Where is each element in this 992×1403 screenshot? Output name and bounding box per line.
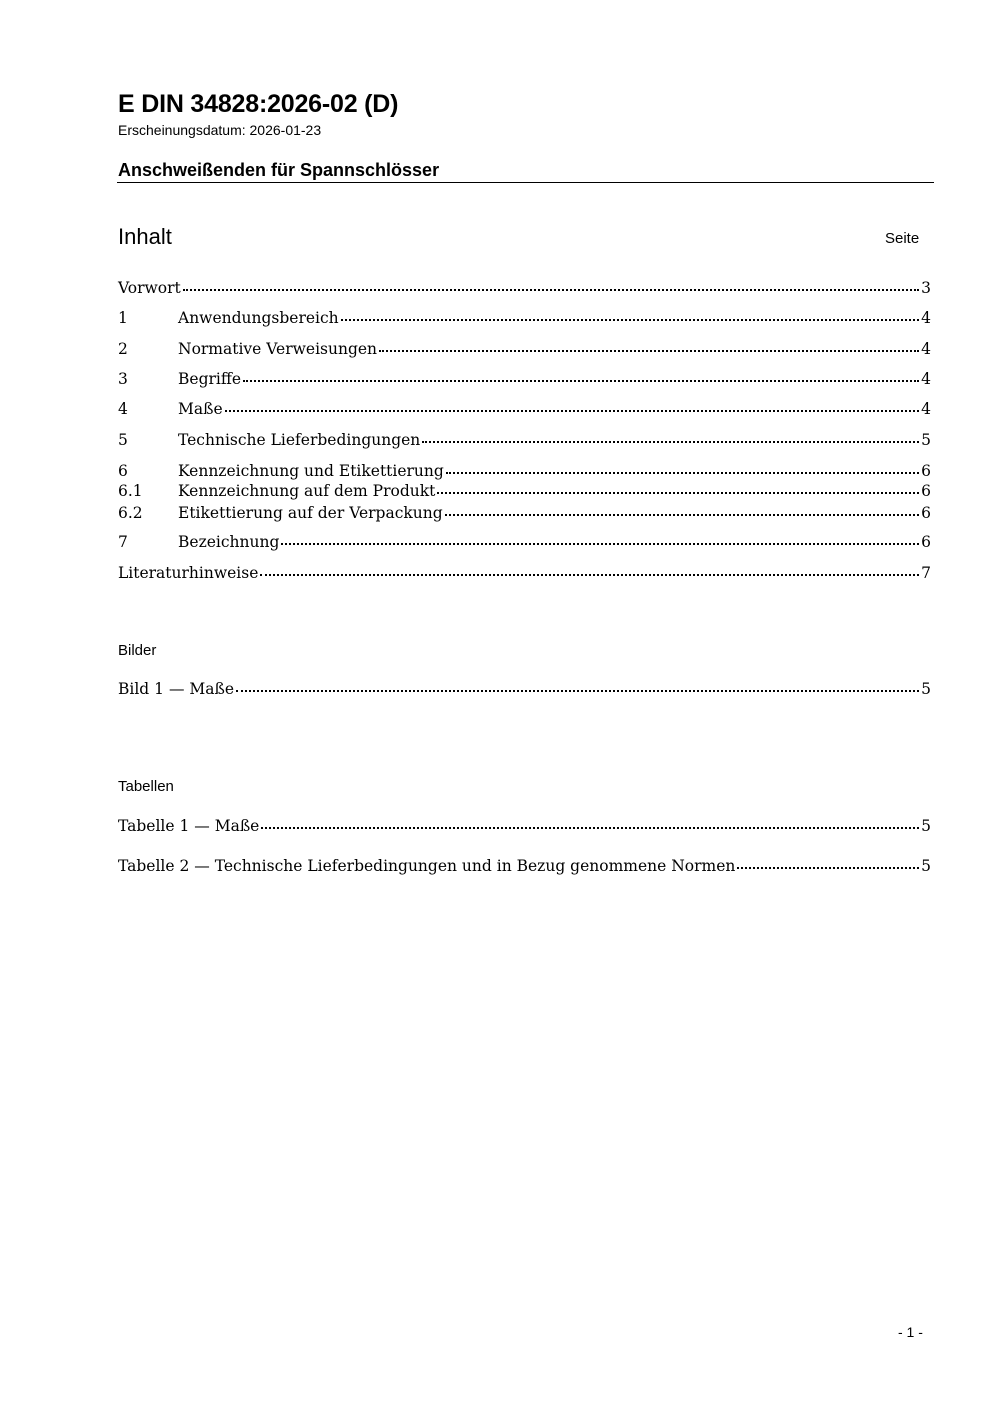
toc-entry-number: 7 bbox=[118, 533, 128, 551]
toc-entry-6[interactable] bbox=[118, 462, 931, 484]
toc-entry-literaturhinweise[interactable] bbox=[118, 564, 931, 586]
toc-entry-title: Bezeichnung bbox=[178, 533, 280, 551]
toc-heading: Inhalt bbox=[118, 224, 172, 249]
dot-leader bbox=[446, 471, 919, 474]
toc-entry-title: Maße bbox=[178, 400, 223, 418]
toc-entry-title: Begriffe bbox=[178, 370, 242, 388]
toc-entry-number: 6 bbox=[118, 462, 128, 480]
table-entry-2[interactable] bbox=[118, 857, 931, 879]
toc-entry-number: 5 bbox=[118, 431, 128, 449]
dot-leader bbox=[225, 409, 919, 412]
dot-leader bbox=[445, 513, 919, 516]
toc-entry-page: 6 bbox=[921, 533, 931, 551]
title-rule bbox=[117, 182, 934, 183]
page-number: - 1 - bbox=[898, 1324, 923, 1340]
page-column-label: Seite bbox=[885, 230, 920, 247]
toc-entry-page: 4 bbox=[921, 400, 931, 418]
toc-entry-title: Kennzeichnung und Etikettierung bbox=[178, 462, 444, 480]
toc-entry-3[interactable] bbox=[118, 370, 931, 392]
toc-entry-6-1[interactable] bbox=[118, 482, 931, 504]
dot-leader bbox=[422, 440, 919, 443]
dot-leader bbox=[281, 542, 919, 545]
toc-entry-title: Literaturhinweise bbox=[118, 564, 259, 582]
toc-entry-page: 7 bbox=[921, 564, 931, 582]
toc-entry-4[interactable] bbox=[118, 400, 931, 422]
toc-entry-number: 3 bbox=[118, 370, 128, 388]
dot-leader bbox=[379, 349, 919, 352]
toc-entry-1[interactable] bbox=[118, 309, 931, 331]
dot-leader bbox=[243, 379, 919, 382]
dot-leader bbox=[341, 318, 919, 321]
figure-entry-title: Bild 1 — Maße bbox=[118, 680, 235, 698]
toc-entry-page: 5 bbox=[921, 431, 931, 449]
toc-entry-title: Normative Verweisungen bbox=[178, 340, 378, 358]
toc-entry-6-2[interactable] bbox=[118, 504, 931, 526]
tables-heading: Tabellen bbox=[118, 778, 174, 795]
toc-entry-5[interactable] bbox=[118, 431, 931, 453]
toc-entry-number: 1 bbox=[118, 309, 128, 327]
dot-leader bbox=[183, 288, 919, 291]
dot-leader bbox=[261, 826, 919, 829]
toc-entry-page: 6 bbox=[921, 462, 931, 480]
document-subject: Anschweißenden für Spannschlösser bbox=[118, 160, 440, 180]
dot-leader bbox=[437, 491, 919, 494]
publication-date: Erscheinungsdatum: 2026-01-23 bbox=[118, 122, 322, 138]
toc-entry-title: Anwendungsbereich bbox=[178, 309, 339, 327]
document-id: E DIN 34828:2026-02 (D) bbox=[118, 90, 399, 118]
dot-leader bbox=[737, 866, 919, 869]
toc-entry-number: 6.2 bbox=[118, 504, 143, 522]
toc-entry-page: 6 bbox=[921, 482, 931, 500]
toc-entry-page: 3 bbox=[921, 279, 931, 297]
toc-entry-title: Technische Lieferbedingungen bbox=[178, 431, 421, 449]
dot-leader bbox=[236, 689, 919, 692]
toc-entry-title: Kennzeichnung auf dem Produkt bbox=[178, 482, 436, 500]
toc-entry-page: 6 bbox=[921, 504, 931, 522]
toc-entry-number: 6.1 bbox=[118, 482, 143, 500]
toc-entry-number: 2 bbox=[118, 340, 128, 358]
table-entry-title: Tabelle 1 — Maße bbox=[118, 817, 260, 835]
toc-entry-page: 4 bbox=[921, 340, 931, 358]
toc-entry-vorwort[interactable] bbox=[118, 279, 931, 301]
toc-entry-title: Vorwort bbox=[118, 279, 181, 297]
toc-entry-page: 4 bbox=[921, 370, 931, 388]
toc-entry-number: 4 bbox=[118, 400, 128, 418]
table-entry-page: 5 bbox=[921, 817, 931, 835]
figures-heading: Bilder bbox=[118, 642, 157, 659]
toc-entry-2[interactable] bbox=[118, 340, 931, 362]
toc-entry-title: Etikettierung auf der Verpackung bbox=[178, 504, 443, 522]
figure-entry-page: 5 bbox=[921, 680, 931, 698]
dot-leader bbox=[260, 573, 919, 576]
table-entry-page: 5 bbox=[921, 857, 931, 875]
figure-entry-1[interactable] bbox=[118, 680, 931, 702]
toc-entry-page: 4 bbox=[921, 309, 931, 327]
toc-entry-7[interactable] bbox=[118, 533, 931, 555]
table-entry-1[interactable] bbox=[118, 817, 931, 839]
table-entry-title: Tabelle 2 — Technische Lieferbedingungen und in Bezug genommene Normen bbox=[118, 857, 736, 875]
